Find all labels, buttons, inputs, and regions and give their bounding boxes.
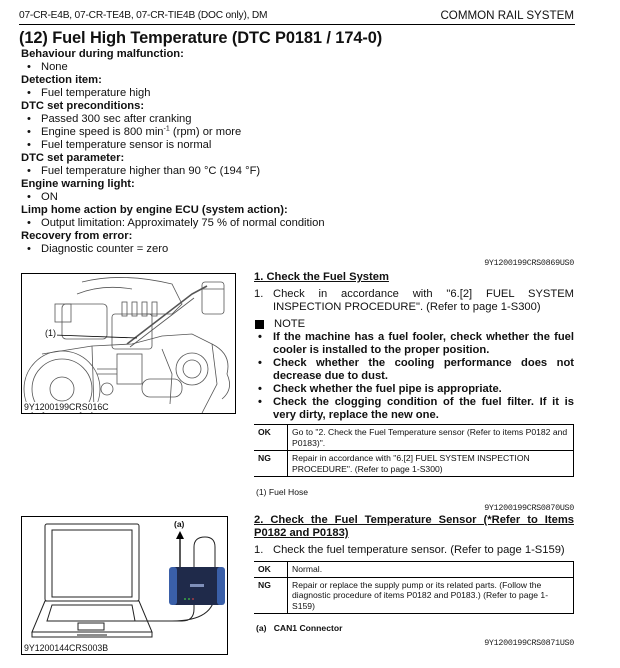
device-grip-left [169,567,177,605]
bullet-text: Fuel temperature sensor is normal [41,139,212,151]
bullet-icon: • [258,331,262,343]
step-text: Check the fuel temperature sensor. (Refer to page 1-S159) [273,544,565,556]
bullet-icon: • [27,217,31,229]
caption-text: CAN1 Connector [273,623,343,633]
step-number: 1. [254,544,264,556]
bullet-text: None [41,61,68,73]
info-heading: Recovery from error: [21,230,133,242]
engine-illustration [22,274,235,413]
device-logo [190,584,204,587]
header-section-name: COMMON RAIL SYSTEM [440,9,574,22]
result-value: Go to "2. Check the Fuel Temperature sensor (Refer to items P0182 and P0183)". [288,425,574,451]
table-row [254,562,574,578]
dtc-info-block [21,48,351,256]
bullet-icon: • [27,87,31,99]
ok-ng-table [254,561,574,614]
table-row [254,577,574,614]
bullet-icon: • [27,139,31,151]
bullet-icon: • [27,165,31,177]
bullet-text: Passed 300 sec after cranking [41,113,192,125]
step-text: Check in accordance with "6.[2] FUEL SYSTEM INSPECTION PROCEDURE". (Refer to page 1-S300) [273,288,574,313]
info-heading: Engine warning light: [21,178,135,190]
ok-ng-table-2-wrap [254,561,574,614]
bullet-icon: • [27,113,31,125]
section-title: 1. Check the Fuel System [254,271,389,283]
result-value: Normal. [288,562,574,578]
procedure-step [254,288,574,314]
info-heading: Limp home action by engine ECU (system action): [21,204,288,216]
result-key: OK [254,425,288,451]
procedure-step [254,544,574,557]
section-title: 2. Check the Fuel Temperature Sensor (*Refer to Items P0182 and P0183) [254,514,574,539]
step-number: 1. [254,288,264,300]
result-value: Repair or replace the supply pump or its related parts. (Follow the diagnostic procedure of items P0182 and P0183.) (Refer to page 1-S159) [288,577,574,614]
section-check-fuel-system [254,271,574,422]
bullet-text: Output limitation: Approximately 75 % of normal condition [41,217,325,229]
header-model-list: 07-CR-E4B, 07-CR-TE4B, 07-CR-TIE4B (DOC only), DM [19,10,268,21]
bullet-text: ON [41,191,58,203]
note-square-icon [255,320,264,329]
info-bullet [21,243,351,256]
result-key: OK [254,562,288,578]
laptop-connection-illustration [22,517,227,654]
note-item [254,331,574,357]
reference-code: 9Y1200199CRS0871US0 [484,638,574,648]
note-list [254,331,574,422]
figure-id: 9Y1200199CRS016C [24,402,109,412]
ok-ng-table-1-wrap [254,424,574,477]
note-text: Check whether the cooling performance does not decrease due to dust. [273,357,574,382]
bullet-text: Fuel temperature higher than 90 °C (194 °F) [41,165,261,177]
page-title: (12) Fuel High Temperature (DTC P0181 / 174-0) [19,29,383,47]
bullet-text: Engine speed is 800 min [41,126,164,138]
bullet-text: Fuel temperature high [41,87,151,99]
note-text: Check whether the fuel pipe is appropriate. [273,383,502,395]
bullet-icon: • [27,243,31,255]
bullet-icon: • [258,383,262,395]
result-key: NG [254,577,288,614]
info-bullet [21,217,351,230]
info-bullet [21,87,351,100]
note-text: If the machine has a fuel fooler, check whether the fuel cooler is installed to the proper position. [273,331,574,356]
table-row [254,451,574,477]
note-header [254,318,574,331]
bullet-icon: • [258,396,262,408]
info-heading: Behaviour during malfunction: [21,48,184,60]
table-row [254,425,574,451]
bullet-text: Diagnostic counter = zero [41,243,169,255]
info-heading: DTC set preconditions: [21,100,145,112]
laptop-screen-outer [45,524,139,601]
callout-leader-line [54,335,137,338]
note-item [254,383,574,396]
bullet-icon: • [258,357,262,369]
caption-key: (a) [256,623,267,633]
info-bullet [21,191,351,204]
bullet-icon: • [27,61,31,73]
callout-label: (a) [174,519,185,529]
info-bullet [21,139,351,152]
info-bullet [21,61,351,74]
bullet-text: (rpm) or more [169,126,242,138]
result-key: NG [254,451,288,477]
engine-figure [21,273,236,414]
arrow-up-icon [176,531,184,539]
superscript: -1 [163,125,170,133]
figure-id: 9Y1200144CRS003B [24,643,109,653]
callout-label: (1) [45,328,56,338]
figure-caption [256,623,342,633]
info-heading: DTC set parameter: [21,152,125,164]
info-bullet [21,165,351,178]
info-heading: Detection item: [21,74,102,86]
laptop-figure [21,516,228,655]
note-item [254,357,574,383]
reference-code: 9Y1200199CRS0869US0 [484,258,574,268]
info-bullet [21,126,351,139]
ok-ng-table [254,424,574,477]
laptop-screen-inner [52,530,132,597]
note-item [254,396,574,422]
note-label: NOTE [274,318,306,330]
bullet-icon: • [27,191,31,203]
reference-code: 9Y1200199CRS0870US0 [484,503,574,513]
info-bullet [21,113,351,126]
figure-caption: (1) Fuel Hose [256,487,309,497]
note-text: Check the clogging condition of the fuel filter. If it is very dirty, replace the new one. [273,396,574,421]
header-rule [19,24,575,25]
result-value: Repair in accordance with "6.[2] FUEL SYSTEM INSPECTION PROCEDURE". (Refer to page 1-S300) [288,451,574,477]
device-grip-right [217,567,225,605]
bullet-icon: • [27,126,31,138]
section-check-fuel-temp-sensor [254,514,574,557]
